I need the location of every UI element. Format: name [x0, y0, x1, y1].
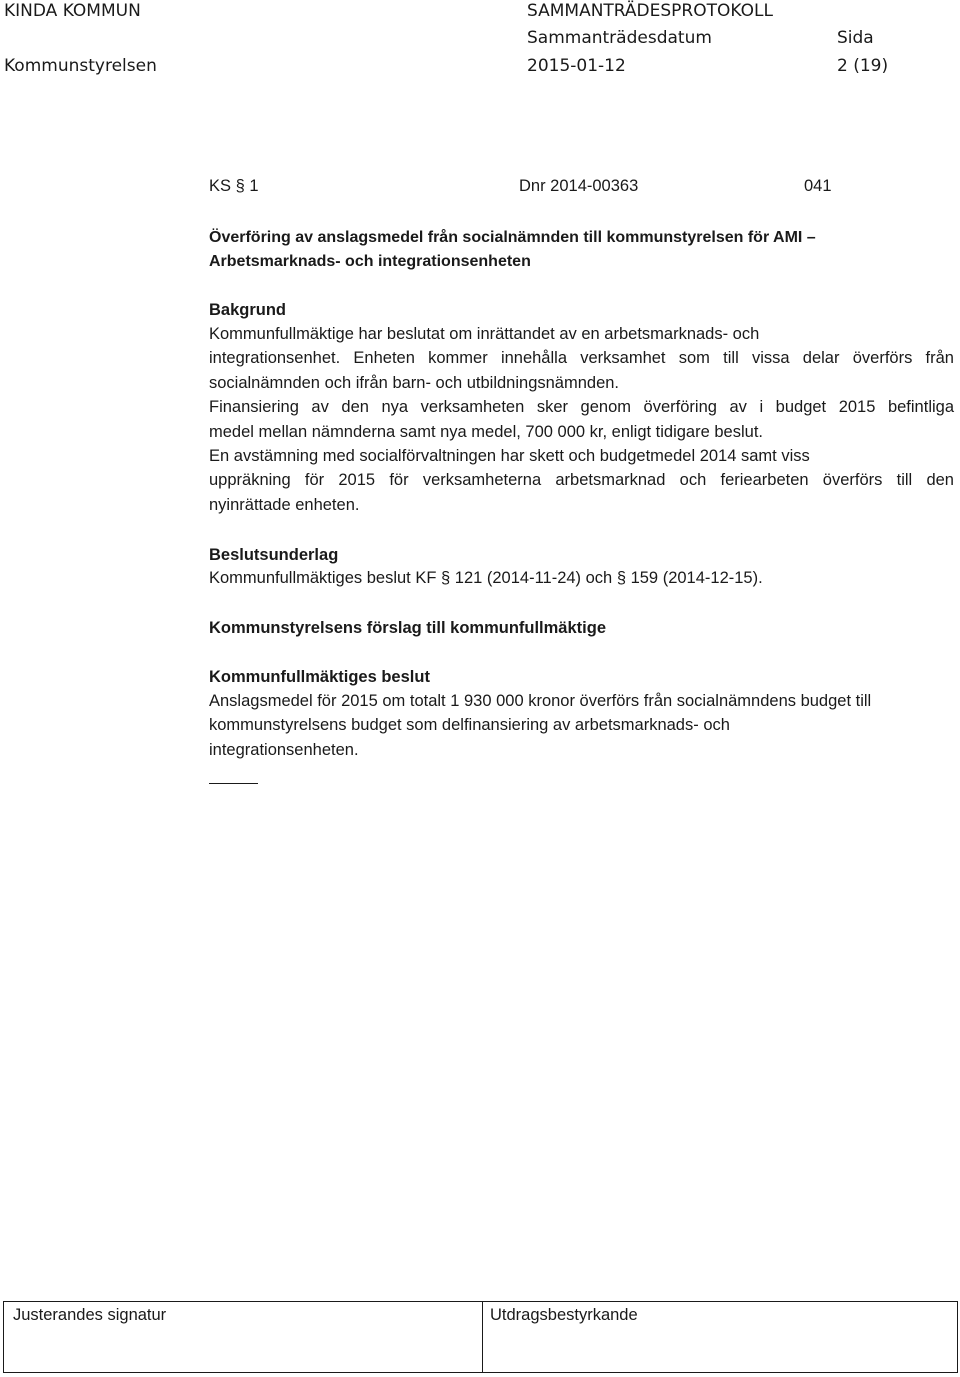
- background-heading: Bakgrund: [209, 301, 287, 319]
- background-line: En avstämning med socialförvaltningen har skett och budgetmedel 2014 samt viss: [209, 447, 810, 466]
- background-line: medel mellan nämnderna samt nya medel, 700 000 kr, enligt tidigare beslut.: [209, 422, 763, 441]
- background-line: uppräkning för 2015 för verksamheterna arbetsmarknad och feriearbeten överförs till den: [209, 471, 954, 490]
- case-title-line: Överföring av anslagsmedel från socialnämnden till kommunstyrelsen för AMI –: [209, 229, 816, 246]
- case-title: [209, 226, 816, 275]
- council-decision-line: kommunstyrelsens budget som delfinansiering av arbetsmarknads- och: [209, 716, 730, 735]
- signature-label: Justerandes signatur: [13, 1306, 167, 1324]
- meeting-date: 2015-01-12: [527, 56, 626, 76]
- certified-label: Utdragsbestyrkande: [490, 1306, 638, 1324]
- background-line: Kommunfullmäktige har beslutat om inrättandet av en arbetsmarknads- och: [209, 325, 760, 343]
- page-number: 2 (19): [837, 56, 889, 76]
- case-code: 041: [804, 177, 832, 195]
- case-title-line: Arbetsmarknads- och integrationsenheten: [209, 253, 531, 271]
- signature-divider: [482, 1302, 483, 1372]
- proposal-heading: Kommunstyrelsens förslag till kommunfullmäktige: [209, 619, 606, 637]
- council-decision-heading: Kommunfullmäktiges beslut: [209, 668, 430, 686]
- case-id: KS § 1: [209, 177, 259, 195]
- org-name: KINDA KOMMUN: [4, 1, 141, 21]
- case-dnr: Dnr 2014-00363: [519, 177, 639, 195]
- decision-basis-text: Kommunfullmäktiges beslut KF § 121 (2014-11-24) och § 159 (2014-12-15).: [209, 569, 763, 587]
- section-end-rule: [209, 783, 258, 784]
- signature-box: [3, 1301, 958, 1373]
- document-type: SAMMANTRÄDESPROTOKOLL: [527, 1, 773, 21]
- council-decision-line: Anslagsmedel för 2015 om totalt 1 930 000 kronor överförs från socialnämndens budget till: [209, 692, 872, 710]
- council-decision-paragraph: [209, 689, 954, 762]
- background-line: Finansiering av den nya verksamheten sker genom överföring av i budget 2015 befintliga: [209, 398, 954, 417]
- decision-basis-heading: Beslutsunderlag: [209, 546, 339, 564]
- council-decision-line: integrationsenheten.: [209, 740, 359, 759]
- background-line: socialnämnden och ifrån barn- och utbildningsnämnden.: [209, 373, 620, 392]
- page-label: Sida: [837, 28, 874, 48]
- background-paragraph: [209, 322, 954, 517]
- meeting-date-label: Sammanträdesdatum: [527, 28, 712, 48]
- background-line: integrationsenhet. Enheten kommer innehålla verksamhet som till vissa delar överförs från: [209, 349, 954, 368]
- background-line: nyinrättade enheten.: [209, 495, 360, 514]
- body-name: Kommunstyrelsen: [4, 56, 157, 76]
